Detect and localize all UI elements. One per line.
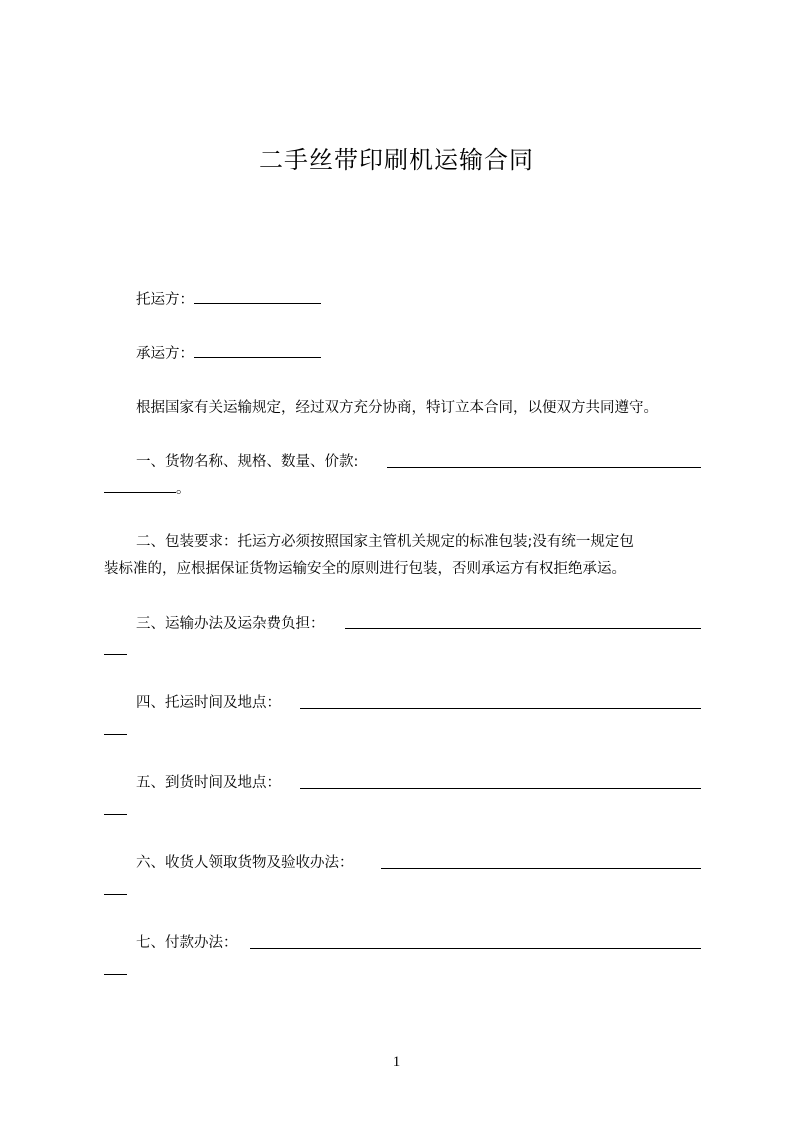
clause-1-blank-line2[interactable]: [104, 477, 176, 493]
carrier-field: [104, 341, 702, 367]
clause-1-label: 一、货物名称、规格、数量、价款:: [136, 454, 359, 470]
shipper-label: 托运方：: [136, 292, 194, 308]
document-title: 二手丝带印刷机运输合同: [259, 146, 534, 174]
clause-6-blank-line2[interactable]: [104, 894, 127, 895]
clause-4-blank-line2[interactable]: [104, 734, 127, 735]
shipper-field: [104, 287, 702, 313]
clause-1: [104, 449, 702, 475]
clause-5-label: 五、到货时间及地点：: [136, 775, 281, 791]
clause-2-line1: 二、包装要求：托运方必须按照国家主管机关规定的标准包装;没有统一规定包: [136, 534, 634, 550]
page-number: 1: [392, 1054, 401, 1070]
clause-5-blank-line1[interactable]: [300, 788, 701, 789]
clause-6: [104, 850, 702, 876]
clause-4-label: 四、托运时间及地点：: [136, 695, 281, 711]
clause-5-blank-line2[interactable]: [104, 814, 127, 815]
clause-7-blank-line2[interactable]: [104, 974, 127, 975]
intro-paragraph: 根据国家有关运输规定，经过双方充分协商，特订立本合同，以便双方共同遵守。: [136, 400, 658, 416]
clause-4-blank-line1[interactable]: [300, 708, 701, 709]
clause-1-blank-line1[interactable]: [387, 467, 701, 468]
clause-3-blank-line2[interactable]: [104, 654, 127, 655]
clause-3: [104, 611, 702, 637]
clause-6-blank-line1[interactable]: [381, 868, 701, 869]
shipper-blank[interactable]: [194, 288, 321, 304]
clause-7: [104, 930, 702, 956]
clause-1-continuation: [104, 476, 702, 502]
clause-6-label: 六、收货人领取货物及验收办法：: [136, 855, 354, 871]
carrier-label: 承运方：: [136, 346, 194, 362]
clause-3-label: 三、运输办法及运杂费负担：: [136, 616, 325, 632]
clause-2-line2: 装标准的，应根据保证货物运输安全的原则进行包装，否则承运方有权拒绝承运。: [104, 561, 626, 577]
clause-4: [104, 690, 702, 716]
clause-5: [104, 770, 702, 796]
carrier-blank[interactable]: [194, 342, 321, 358]
clause-7-blank-line1[interactable]: [250, 948, 701, 949]
clause-7-label: 七、付款办法：: [136, 935, 238, 951]
clause-3-blank-line1[interactable]: [345, 628, 701, 629]
clause-1-end: 。: [176, 481, 191, 497]
